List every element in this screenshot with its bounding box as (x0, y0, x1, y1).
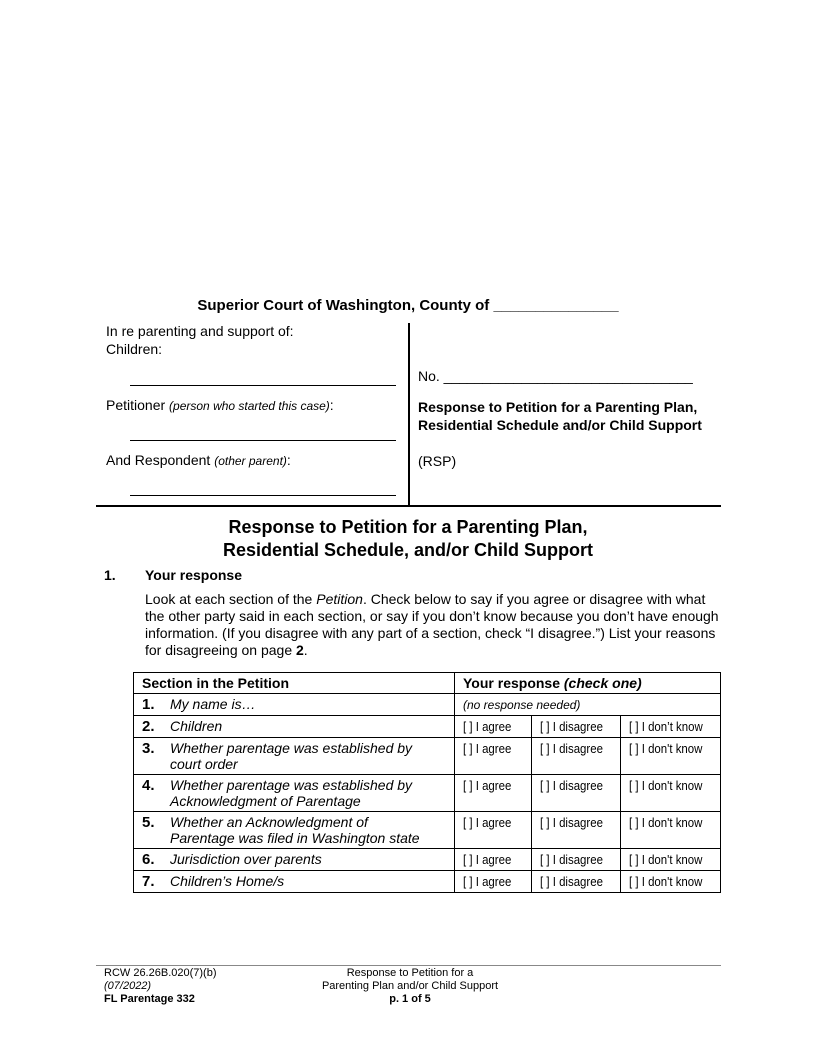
col-header-text: Your response (463, 675, 564, 691)
agree-label: [ ] I agree (463, 741, 512, 756)
doc-code: (RSP) (418, 453, 457, 469)
disagree-checkbox[interactable] (532, 849, 621, 871)
agree-label: [ ] I agree (463, 874, 512, 889)
main-title-line2: Residential Schedule, and/or Child Support (222, 540, 594, 560)
agree-checkbox[interactable] (455, 849, 532, 871)
dontknow-checkbox[interactable] (621, 871, 721, 893)
row-label: Children (170, 718, 223, 734)
disagree-checkbox[interactable] (532, 738, 621, 775)
footer-form-id: FL Parentage 332 (104, 993, 195, 1005)
respondent-name-field[interactable] (130, 495, 396, 496)
petitioner-text: Petitioner (106, 397, 166, 413)
dontknow-label: [ ] I don't know (629, 815, 703, 830)
case-number-field[interactable]: No. ________________________________ (418, 368, 693, 384)
agree-checkbox[interactable] (455, 775, 532, 812)
main-title (0, 516, 816, 562)
footer-center (290, 967, 530, 1006)
dontknow-checkbox[interactable] (621, 849, 721, 871)
row-number: 5. (142, 814, 155, 831)
disagree-checkbox[interactable] (532, 716, 621, 738)
disagree-checkbox[interactable] (532, 775, 621, 812)
row-number: 3. (142, 740, 155, 757)
section-cell (134, 716, 455, 738)
row-label: Whether parentage was established by court order (170, 740, 413, 772)
instr-bold: 2 (296, 642, 304, 658)
disagree-checkbox[interactable] (532, 871, 621, 893)
row-number: 4. (142, 777, 155, 794)
dontknow-checkbox[interactable] (621, 716, 721, 738)
table-row (134, 694, 721, 716)
instr-part: . (303, 642, 308, 658)
petitioner-label: Petitioner (person who started this case): (106, 397, 334, 413)
agree-checkbox[interactable] (455, 871, 532, 893)
respondent-note: (other parent) (214, 454, 287, 468)
table-row (134, 738, 721, 775)
table-row (134, 716, 721, 738)
in-re-label: In re parenting and support of: (106, 323, 294, 339)
row-label: Jurisdiction over parents (170, 851, 322, 867)
instr-part: . Check below to say if you agree or disagree with what the other party said in each section, or say if you don’t know because you don’t have enough information. (If you disagree with any part of a section, check “I disagree.”) List your reasons for disagreeing on page (145, 591, 719, 658)
section-cell (134, 871, 455, 893)
instr-part: Look at each section of the (145, 591, 317, 607)
section-heading: Your response (145, 567, 242, 583)
respondent-text: And Respondent (106, 452, 211, 468)
col-header-italic: (check one) (563, 675, 642, 691)
agree-label: [ ] I agree (463, 719, 512, 734)
no-response-text: (no response needed) (463, 698, 581, 712)
section-number: 1. (104, 567, 116, 583)
response-table (133, 672, 721, 893)
dontknow-label: [ ] I don't know (629, 778, 703, 793)
section-cell (134, 849, 455, 871)
row-label: Children’s Home/s (170, 873, 285, 889)
row-label: My name is… (170, 696, 256, 712)
children-name-field[interactable] (130, 385, 396, 386)
court-title: Superior Court of Washington, County of _______________ (197, 297, 619, 314)
caption-divider (408, 323, 410, 505)
section-instructions (145, 591, 725, 659)
row-number: 2. (142, 718, 155, 735)
disagree-checkbox[interactable] (532, 812, 621, 849)
children-label: Children: (106, 341, 163, 357)
footer-date: (07/2022) (104, 980, 152, 992)
row-number: 7. (142, 873, 155, 890)
col-header-response (455, 673, 721, 694)
disagree-label: [ ] I disagree (540, 719, 603, 734)
footer-title-line1: Response to Petition for a (346, 967, 474, 979)
disagree-label: [ ] I disagree (540, 852, 603, 867)
row-label: Whether parentage was established by Acknowledgment of Parentage (170, 777, 413, 809)
footer-statute: RCW 26.26B.020(7)(b) (104, 967, 217, 979)
col-header-section: Section in the Petition (134, 673, 455, 694)
table-header-row (134, 673, 721, 694)
section-cell (134, 694, 455, 716)
dontknow-label: [ ] I don’t know (629, 719, 703, 734)
dontknow-label: [ ] I don't know (629, 741, 703, 756)
agree-label: [ ] I agree (463, 852, 512, 867)
table-row (134, 849, 721, 871)
agree-checkbox[interactable] (455, 716, 532, 738)
row-label: Whether an Acknowledgment of Parentage was filed in Washington state (170, 814, 420, 846)
agree-label: [ ] I agree (463, 815, 512, 830)
respondent-label: And Respondent (other parent): (106, 452, 291, 468)
section-cell (134, 775, 455, 812)
no-response-cell (455, 694, 721, 716)
footer-rule (96, 965, 721, 966)
section-cell (134, 738, 455, 775)
disagree-label: [ ] I disagree (540, 741, 603, 756)
table-row (134, 775, 721, 812)
petitioner-name-field[interactable] (130, 440, 396, 441)
row-number: 1. (142, 696, 155, 713)
agree-checkbox[interactable] (455, 812, 532, 849)
agree-label: [ ] I agree (463, 778, 512, 793)
dontknow-checkbox[interactable] (621, 738, 721, 775)
table-row (134, 812, 721, 849)
instr-italic: Petition (316, 591, 363, 607)
dontknow-label: [ ] I don't know (629, 874, 703, 889)
agree-checkbox[interactable] (455, 738, 532, 775)
caption-bottom-rule (96, 505, 721, 507)
dontknow-checkbox[interactable] (621, 812, 721, 849)
row-number: 6. (142, 851, 155, 868)
petitioner-note: (person who started this case) (169, 399, 330, 413)
footer-title-line2: Parenting Plan and/or Child Support (321, 980, 499, 992)
dontknow-checkbox[interactable] (621, 775, 721, 812)
footer-page: p. 1 of 5 (389, 993, 431, 1005)
table-row (134, 871, 721, 893)
disagree-label: [ ] I disagree (540, 815, 603, 830)
dontknow-label: [ ] I don't know (629, 852, 703, 867)
disagree-label: [ ] I disagree (540, 778, 603, 793)
caption-doc-title: Response to Petition for a Parenting Plan, Residential Schedule and/or Child Support (418, 399, 702, 433)
section-cell (134, 812, 455, 849)
footer-left (104, 967, 217, 1006)
main-title-line1: Response to Petition for a Parenting Plan, (228, 517, 588, 537)
disagree-label: [ ] I disagree (540, 874, 603, 889)
